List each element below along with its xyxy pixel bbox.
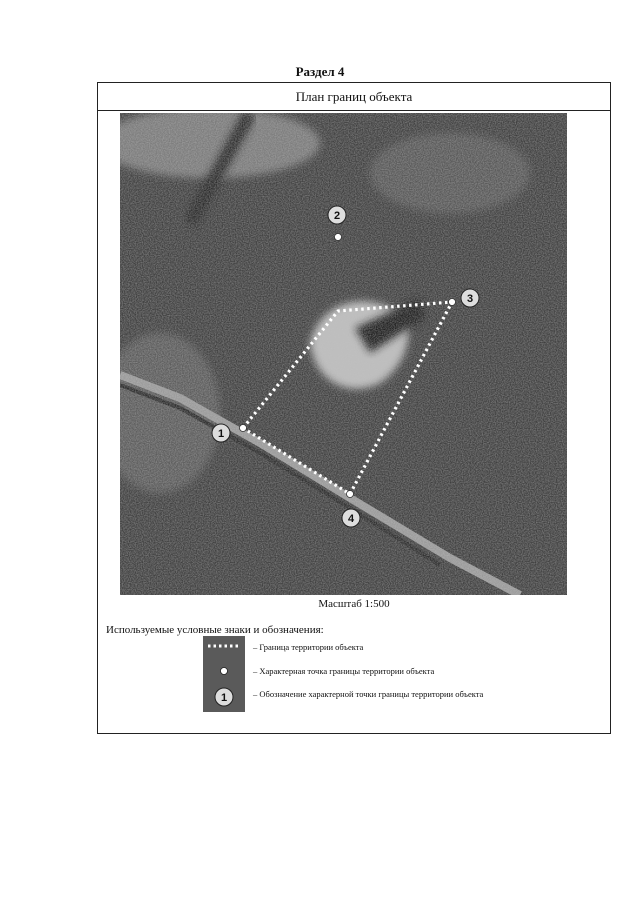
legend-row-badge: – Обозначение характерной точки границы территории объекта [253,689,484,699]
legend-row-point: – Характерная точка границы территории объекта [253,666,435,676]
plan-title: План границ объекта [98,83,610,111]
boundary-point-4-badge [342,509,360,527]
boundary-point-2-badge [328,206,346,224]
legend-point-dot-icon [221,668,228,675]
boundary-point-3-dot [449,299,456,306]
boundary-point-2-dot [335,234,342,241]
boundary-point-4-dot [347,491,354,498]
map-svg [120,113,567,595]
boundary-point-1-label: 1 [217,428,225,440]
boundary-point-3-label: 3 [466,293,474,305]
legend-title: Используемые условные знаки и обозначения: [106,624,324,636]
boundary-point-2-label: 2 [333,210,341,222]
section-title: Раздел 4 [295,64,345,79]
boundary-point-1-dot [240,425,247,432]
legend-row-boundary: – Граница территории объекта [253,642,364,652]
boundary-point-3-badge [461,289,479,307]
scale-label: Масштаб 1:500 [318,598,390,610]
satellite-map [120,113,567,595]
boundary-point-4-label: 4 [347,513,355,525]
plan-frame [97,82,611,734]
legend-symbols-box [203,636,245,712]
boundary-point-1-badge [212,424,230,442]
legend-badge-number: 1 [220,692,228,704]
